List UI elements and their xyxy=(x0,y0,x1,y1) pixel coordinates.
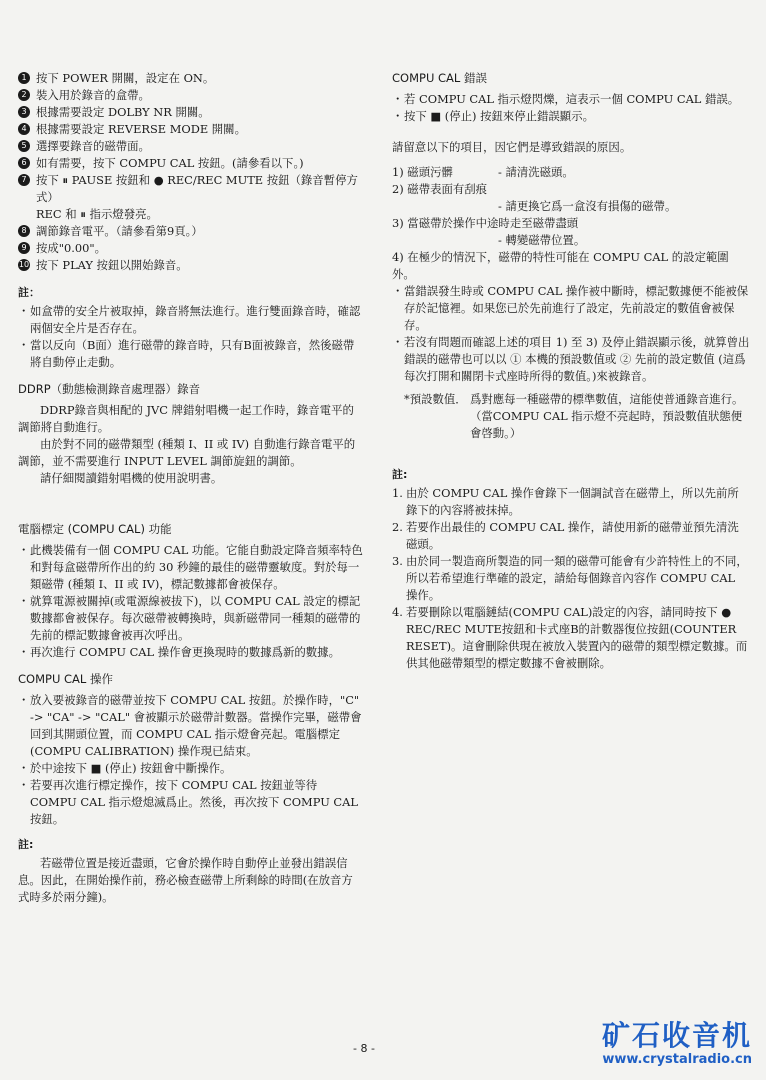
compu-cal-list xyxy=(18,542,364,661)
cause-remedy: - 請更換它爲一盒沒有損傷的磁帶。 xyxy=(498,199,677,213)
step-item xyxy=(18,172,364,206)
list-text: 就算電源被關掉(或電源線被拔下)，以 COMPU CAL 設定的標記數據都會被保存。每次磁帶被轉換時，與新磁帶同一種類的磁帶的先前的標記數據會被再次呼出。 xyxy=(30,594,361,642)
step-subtext: REC 和 ⏸ 指示燈發亮。 xyxy=(36,207,158,221)
list-item: ・ 放入要被錄音的磁帶並按下 COMPU CAL 按鈕。於操作時，"C" -> "CA" -> "CAL" 會被顯示於磁帶計數器。當操作完畢，磁帶會回到其開頭位置，而 COMPU CAL 指示燈會亮起。電腦標定 (COMPU CALIBRATION) 操作現已結束。 xyxy=(18,692,364,760)
note-text: 由於 COMPU CAL 操作會錄下一個調試音在磁帶上，所以先前所錄下的內容將被抹掉。 xyxy=(406,486,739,517)
list-text: 此機裝備有一個 COMPU CAL 功能。它能自動設定降音頻率特色和對每盒磁帶所作出的約 30 秒鐘的最佳的磁帶靈敏度。對於每一類磁帶 (種類 I、II 或 IV)，標記數據都會被保存。 xyxy=(30,543,363,591)
note-item: ・ 如盒帶的安全片被取掉，錄音將無法進行。進行雙面錄音時，確認兩個安全片是否存在。 xyxy=(18,303,364,337)
step-item xyxy=(18,257,364,274)
causes-intro: 請留意以下的項目，因它們是導致錯誤的原因。 xyxy=(392,140,632,154)
note-label: 註: xyxy=(18,838,34,851)
step-number: 4 xyxy=(18,123,30,135)
list-text: 於中途按下 ■ (停止) 按鈕會中斷操作。 xyxy=(30,761,232,775)
step-item xyxy=(18,223,364,240)
section-heading-operation: COMPU CAL 操作 xyxy=(18,672,113,686)
list-text: 當錯誤發生時或 COMPU CAL 操作被中斷時，標記數據便不能被保存於記憶裡。如果您已於先前進行了設定，先前設定的數值會被保存。 xyxy=(404,284,749,332)
step-number: 1 xyxy=(18,72,30,84)
step-item xyxy=(18,104,364,121)
ddrp-paragraph: DDRP錄音與相配的 JVC 牌錯射唱機一起工作時，錄音電平的調節將自動進行。 xyxy=(18,403,354,434)
preset-note xyxy=(392,391,750,442)
note-item: 2. 若要作出最佳的 COMPU CAL 操作，請使用新的磁帶並預先清洗磁頭。 xyxy=(392,519,750,553)
cause-item xyxy=(392,215,750,232)
step-text: 按下 POWER 開關，設定在 ON。 xyxy=(36,71,215,85)
step-text: 按下 ⏸ PAUSE 按鈕和 ● REC/REC MUTE 按鈕（錄音暫停方式） xyxy=(36,173,358,204)
watermark-url: www.crystalradio.cn xyxy=(602,1052,752,1067)
list-item: ・ 此機裝備有一個 COMPU CAL 功能。它能自動設定降音頻率特色和對每盒磁帶所作出的約 30 秒鐘的最佳的磁帶靈敏度。對於每一類磁帶 (種類 I、II 或 IV)，標記數據都會被保存。 xyxy=(18,543,363,591)
notes-list xyxy=(392,485,750,672)
step-item xyxy=(18,138,364,155)
list-text: 若要再次進行標定操作，按下 COMPU CAL 按鈕並等待 COMPU CAL 指示燈熄滅爲止。然後，再次按下 COMPU CAL 按鈕。 xyxy=(30,778,358,826)
note-text: 當以反向（B面）進行磁帶的錄音時，只有B面被錄音，然後磁帶將自動停止走動。 xyxy=(30,338,355,369)
preset-label: *預設數值． xyxy=(404,392,467,406)
list-item: ・ 若要再次進行標定操作，按下 COMPU CAL 按鈕並等待 COMPU CAL 指示燈熄滅爲止。然後，再次按下 COMPU CAL 按鈕。 xyxy=(18,777,364,828)
list-text: 放入要被錄音的磁帶並按下 COMPU CAL 按鈕。於操作時，"C" -> "CA" -> "CAL" 會被顯示於磁帶計數器。當操作完畢，磁帶會回到其開頭位置，而 COMPU CAL 指示燈會亮起。電腦標定 (COMPU CALIBRATION) 操作現已結束。 xyxy=(30,693,362,758)
operation-list xyxy=(18,692,364,828)
note-paragraph: 若磁帶位置是接近盡頭，它會於操作時自動停止並發出錯誤信息。因此，在開始操作前，務必檢查磁帶上所剩餘的時間(在放音方式時多於兩分鐘)。 xyxy=(18,856,353,904)
step-number: 5 xyxy=(18,140,30,152)
cause-item-4: 4) 在極少的情況下，磁帶的特性可能在 COMPU CAL 的設定範圍外。 xyxy=(392,250,729,281)
step-text: 如有需要，按下 COMPU CAL 按鈕。(請參看以下。) xyxy=(36,156,304,170)
step-item xyxy=(18,70,364,87)
cause-key: 1) 磁頭污髒 xyxy=(392,165,453,179)
section-heading-errors: COMPU CAL 錯誤 xyxy=(392,71,487,85)
step-text: 按成"0.00"。 xyxy=(36,241,107,255)
note-text: 由於同一製造商所製造的同一類的磁帶可能會有少許特性上的不同，所以若希望進行準確的設定，請給每個錄音內容作 COMPU CAL 操作。 xyxy=(406,554,748,602)
step-text: 按下 PLAY 按鈕以開始錄音。 xyxy=(36,258,188,272)
cause-key: 2) 磁帶表面有刮痕 xyxy=(392,182,488,196)
error-list xyxy=(392,91,750,125)
step-item xyxy=(18,87,364,104)
list-text: 再次進行 COMPU CAL 操作會更換現時的數據爲新的數據。 xyxy=(30,645,340,659)
step-item xyxy=(18,240,364,257)
list-item: ・ 若沒有問題而確認上述的項目 1) 至 3) 及停止錯誤顯示後，就算曾出錯誤的磁帶也可以以 ① 本機的預設數值或 ② 先前的設定數值 (這爲每次打開和關閉卡式座時所得的數值。)來被錄音。 xyxy=(392,335,750,383)
note-text: 若要作出最佳的 COMPU CAL 操作，請使用新的磁帶並預先清洗磁頭。 xyxy=(406,520,739,551)
note-label: 註: xyxy=(392,468,408,481)
left-column xyxy=(18,70,364,906)
step-number: 3 xyxy=(18,106,30,118)
list-text: 按下 ■ (停止) 按鈕來停止錯誤顯示。 xyxy=(404,109,594,123)
section-heading-compu-cal: 電腦標定 (COMPU CAL) 功能 xyxy=(18,522,172,536)
list-item: ・ 再次進行 COMPU CAL 操作會更換現時的數據爲新的數據。 xyxy=(18,645,340,659)
list-item: ・ 當錯誤發生時或 COMPU CAL 操作被中斷時，標記數據便不能被保存於記憶裡。如果您已於先前進行了設定，先前設定的數值會被保存。 xyxy=(392,284,749,332)
note-item: 3. 由於同一製造商所製造的同一類的磁帶可能會有少許特性上的不同，所以若希望進行準確的設定，請給每個錄音內容作 COMPU CAL 操作。 xyxy=(392,553,750,604)
causes-list xyxy=(392,164,750,283)
preset-text: 爲對應每一種磁帶的標準數值，這能使普通錄音進行。（當COMPU CAL 指示燈不亮起時，預設數值狀態便會啓動。） xyxy=(470,392,744,440)
list-item: ・ 按下 ■ (停止) 按鈕來停止錯誤顯示。 xyxy=(392,109,594,123)
step-text: 選擇要錄音的磁帶面。 xyxy=(36,139,150,153)
ddrp-paragraph: 請仔細閱讀錯射唱機的使用說明書。 xyxy=(40,471,223,485)
step-text: 裝入用於錄音的盒帶。 xyxy=(36,88,150,102)
page-number: - 8 - xyxy=(353,1042,375,1055)
cause-item xyxy=(392,181,750,198)
step-number: 6 xyxy=(18,157,30,169)
step-item xyxy=(18,155,364,172)
note-label: 註： xyxy=(18,286,40,299)
step-text: 根據需要設定 REVERSE MODE 開關。 xyxy=(36,122,246,136)
cause-item xyxy=(392,164,750,181)
note-item: 4. 若要刪除以電腦鏈結(COMPU CAL)設定的內容，請同時按下 ● REC/REC MUTE按鈕和卡式座B的計數器復位按鈕(COUNTER RESET)。這會刪除供現在被放入裝置內的磁帶的類型標定數據。而供其他磁帶類型的標定數據不會被刪除。 xyxy=(392,604,750,672)
cause-remedy: - 轉變磁帶位置。 xyxy=(498,233,586,247)
error-detail-list xyxy=(392,283,750,385)
step-number: 9 xyxy=(18,242,30,254)
list-text: 若 COMPU CAL 指示燈閃爍，這表示一個 COMPU CAL 錯誤。 xyxy=(404,92,740,106)
cause-key: 3) 當磁帶於操作中途時走至磁帶盡頭 xyxy=(392,216,579,230)
watermark-logo xyxy=(602,1020,752,1067)
note-item: 1. 由於 COMPU CAL 操作會錄下一個調試音在磁帶上，所以先前所錄下的內容將被抹掉。 xyxy=(392,485,750,519)
step-number: 7 xyxy=(18,174,30,186)
note-text: 如盒帶的安全片被取掉，錄音將無法進行。進行雙面錄音時，確認兩個安全片是否存在。 xyxy=(30,304,361,335)
procedure-steps xyxy=(18,70,364,274)
list-item: ・ 就算電源被關掉(或電源線被拔下)，以 COMPU CAL 設定的標記數據都會被保存。每次磁帶被轉換時，與新磁帶同一種類的磁帶的先前的標記數據會被再次呼出。 xyxy=(18,593,364,644)
cause-remedy: - 請清洗磁頭。 xyxy=(498,165,574,179)
step-text: 根據需要設定 DOLBY NR 開關。 xyxy=(36,105,210,119)
step-item xyxy=(18,121,364,138)
note-item: ・ 當以反向（B面）進行磁帶的錄音時，只有B面被錄音，然後磁帶將自動停止走動。 xyxy=(18,337,364,371)
list-item: ・ 於中途按下 ■ (停止) 按鈕會中斷操作。 xyxy=(18,761,232,775)
section-heading-ddrp: DDRP（動態檢測錄音處理器）錄音 xyxy=(18,382,201,396)
step-number: 2 xyxy=(18,89,30,101)
step-number: 8 xyxy=(18,225,30,237)
list-item: ・ 若 COMPU CAL 指示燈閃爍，這表示一個 COMPU CAL 錯誤。 xyxy=(392,92,740,106)
note-text: 若要刪除以電腦鏈結(COMPU CAL)設定的內容，請同時按下 ● REC/REC MUTE按鈕和卡式座B的計數器復位按鈕(COUNTER RESET)。這會刪除供現在被放入裝置內的磁帶的類型標定數據。而供其他磁帶類型的標定數據不會被刪除。 xyxy=(406,605,748,670)
note-list xyxy=(18,303,364,371)
list-text: 若沒有問題而確認上述的項目 1) 至 3) 及停止錯誤顯示後，就算曾出錯誤的磁帶也可以以 ① 本機的預設數值或 ② 先前的設定數值 (這爲每次打開和關閉卡式座時所得的數值。)來被錄音。 xyxy=(404,335,750,383)
watermark-text: 矿石收音机 xyxy=(601,1019,752,1052)
step-text: 調節錄音電平。（請參看第9頁。） xyxy=(36,224,203,238)
step-number: 10 xyxy=(18,260,30,269)
ddrp-paragraph: 由於對不同的磁帶類型 (種類 I、II 或 IV) 自動進行錄音電平的調節，並不需要進行 INPUT LEVEL 調節旋鈕的調節。 xyxy=(18,437,356,468)
right-column xyxy=(392,70,750,672)
